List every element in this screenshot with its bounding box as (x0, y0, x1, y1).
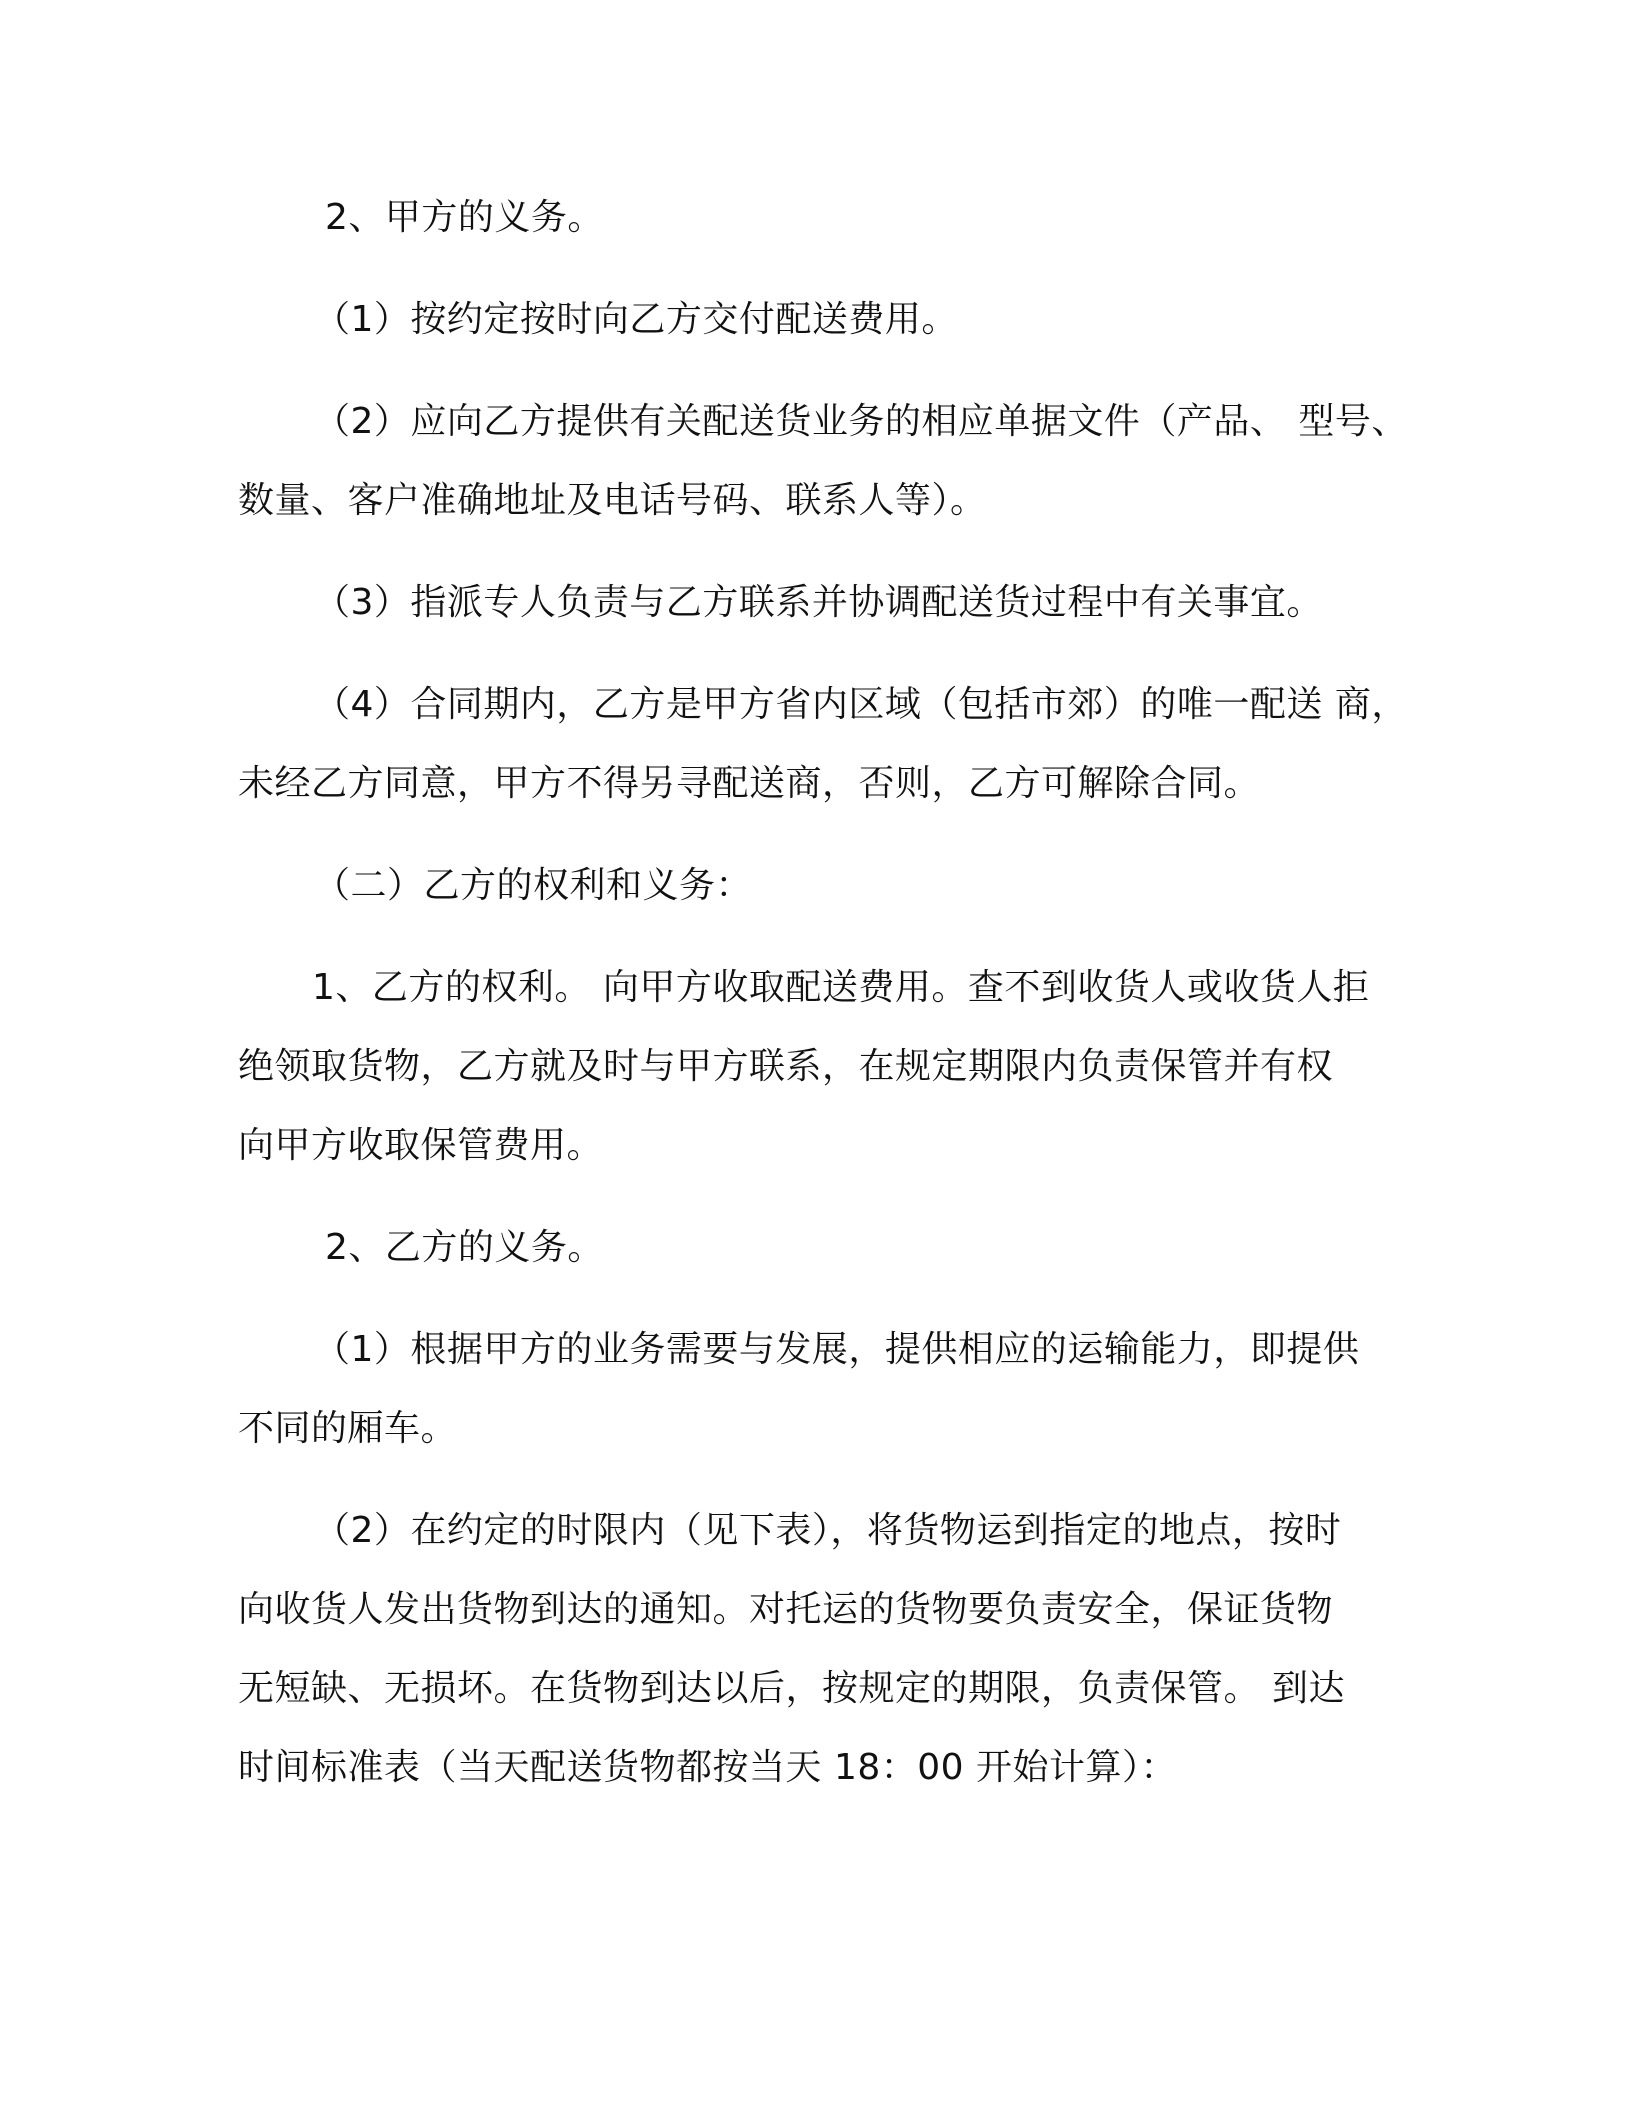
paragraph-line: 2、乙方的义务。 (325, 1227, 604, 1268)
paragraph-line: 未经乙方同意，甲方不得另寻配送商，否则，乙方可解除合同。 (238, 763, 1261, 804)
paragraph-line: 时间标准表（当天配送货物都按当天 18：00 开始计算）： (238, 1747, 1178, 1788)
paragraph-line: 1、乙方的权利。 向甲方收取配送费用。查不到收货人或收货人拒 (312, 967, 1370, 1008)
section-heading: （二）乙方的权利和义务： (314, 865, 753, 906)
paragraph-line: 2、甲方的义务。 (325, 197, 604, 238)
paragraph-line: 绝领取货物，乙方就及时与甲方联系，在规定期限内负责保管并有权 (238, 1046, 1334, 1087)
paragraph-line: 无短缺、无损坏。在货物到达以后，按规定的期限，负责保管。 到达 (238, 1668, 1345, 1709)
paragraph-line: （1）按约定按时向乙方交付配送费用。 (314, 299, 958, 340)
paragraph-line: 数量、客户准确地址及电话号码、联系人等）。 (238, 480, 987, 521)
paragraph-line: （2）应向乙方提供有关配送货业务的相应单据文件（产品、 型号、 (314, 401, 1408, 442)
paragraph-line: （2）在约定的时限内（见下表），将货物运到指定的地点，按时 (314, 1510, 1342, 1551)
paragraph-line: （3）指派专人负责与乙方联系并协调配送货过程中有关事宜。 (314, 582, 1323, 623)
paragraph-line: 向收货人发出货物到达的通知。对托运的货物要负责安全，保证货物 (238, 1589, 1334, 1630)
paragraph-line: 不同的厢车。 (238, 1408, 458, 1449)
paragraph-line: （4）合同期内，乙方是甲方省内区域（包括市郊）的唯一配送 商， (314, 684, 1408, 725)
paragraph-line: （1）根据甲方的业务需要与发展，提供相应的运输能力，即提供 (314, 1329, 1360, 1370)
paragraph-line: 向甲方收取保管费用。 (238, 1125, 604, 1166)
